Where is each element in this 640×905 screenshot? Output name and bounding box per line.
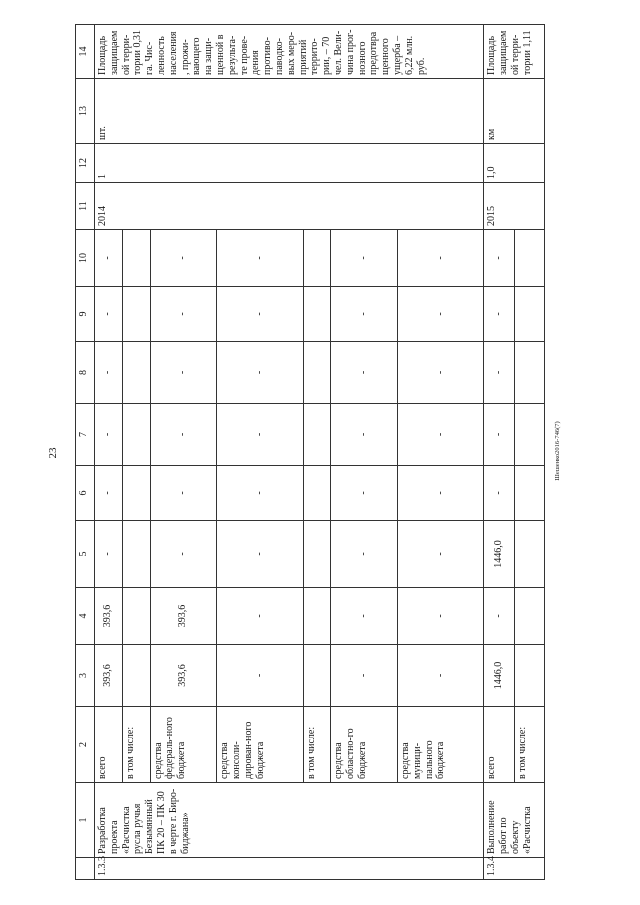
value-cell: [122, 588, 150, 645]
header-cell: 10: [76, 230, 95, 287]
value-cell: -: [331, 342, 398, 404]
value-cell: -: [217, 404, 303, 466]
value-cell: [122, 342, 150, 404]
value-cell: -: [217, 287, 303, 342]
header-cell: 12: [76, 144, 95, 183]
value-cell: -: [331, 404, 398, 466]
value-cell: -: [398, 588, 484, 645]
value-cell: [514, 342, 544, 404]
value-cell: -: [95, 404, 123, 466]
value-cell: -: [217, 588, 303, 645]
value-cell: [122, 466, 150, 521]
value-cell: -: [217, 521, 303, 588]
value-cell: [303, 466, 331, 521]
value-cell: -: [95, 230, 123, 287]
value-cell: -: [95, 287, 123, 342]
source-cell: всего: [95, 707, 123, 783]
value-cell: -: [217, 230, 303, 287]
unit-cell: км: [484, 79, 545, 144]
value-cell: 393,6: [150, 645, 217, 707]
value-cell: 1446,0: [484, 645, 514, 707]
value-cell: -: [331, 466, 398, 521]
value-cell: -: [95, 521, 123, 588]
value-cell: -: [484, 588, 514, 645]
value-cell: -: [398, 521, 484, 588]
value-cell: [122, 287, 150, 342]
header-cell: 4: [76, 588, 95, 645]
rotated-table-wrapper: [75, 25, 545, 880]
note-cell: Площадь защищаем ой терри-тории 1,11: [484, 25, 545, 79]
value-cell: [514, 466, 544, 521]
value-cell: -: [150, 342, 217, 404]
source-cell: средства областно-го бюджета: [331, 707, 398, 783]
value-cell: -: [217, 645, 303, 707]
value-cell: [514, 404, 544, 466]
qty-cell: 1,0: [484, 144, 545, 183]
value-cell: [514, 230, 544, 287]
value-cell: -: [398, 287, 484, 342]
note-cell: Площадь защищаем ой терри-тории 0,31 га. Чис-ленность населения , прожи-вающего на защи-щенной в результа-те прове-дения противо-паводко-вых меро-приятий террито-рии, – 70 чел. Вели-чина прог-нозного предотвра щенного ущерба – 6,22 млн. руб.: [95, 25, 484, 79]
value-cell: -: [150, 404, 217, 466]
value-cell: -: [484, 404, 514, 466]
header-cell: 6: [76, 466, 95, 521]
row-id: 1.3.4: [484, 858, 545, 880]
value-cell: [303, 342, 331, 404]
side-code: Шешенко2016-746(7): [554, 421, 561, 481]
value-cell: -: [398, 645, 484, 707]
year-cell: 2014: [95, 183, 484, 230]
source-cell: средства муници-пального бюджета: [398, 707, 484, 783]
header-cell: 14: [76, 25, 95, 79]
value-cell: -: [150, 521, 217, 588]
value-cell: -: [484, 466, 514, 521]
row-name: Разработка проекта «Расчистка русла ручья Безымянный ПК 20 – ПК 30 в черте г. Биро-биджана»: [95, 783, 484, 858]
value-cell: [122, 521, 150, 588]
value-cell: -: [217, 342, 303, 404]
value-cell: [303, 287, 331, 342]
value-cell: -: [217, 466, 303, 521]
header-cell: 2: [76, 707, 95, 783]
program-table: [75, 24, 545, 880]
value-cell: [303, 404, 331, 466]
row-name: Выполнение работ по объекту «Расчистка: [484, 783, 545, 858]
value-cell: -: [331, 230, 398, 287]
page-number: 23: [47, 447, 59, 459]
source-cell: средства консоли-дирован-ного бюджета: [217, 707, 303, 783]
value-cell: -: [398, 342, 484, 404]
value-cell: [122, 404, 150, 466]
value-cell: 393,6: [95, 588, 123, 645]
value-cell: -: [398, 404, 484, 466]
header-cell: 8: [76, 342, 95, 404]
value-cell: -: [484, 230, 514, 287]
value-cell: -: [331, 588, 398, 645]
value-cell: -: [484, 287, 514, 342]
unit-cell: шт.: [95, 79, 484, 144]
value-cell: [303, 588, 331, 645]
qty-cell: 1: [95, 144, 484, 183]
value-cell: [514, 588, 544, 645]
header-cell: 5: [76, 521, 95, 588]
value-cell: -: [150, 466, 217, 521]
year-cell: 2015: [484, 183, 545, 230]
header-cell: 1: [76, 783, 95, 858]
value-cell: -: [150, 230, 217, 287]
value-cell: [122, 230, 150, 287]
header-cell: 13: [76, 79, 95, 144]
header-cell: 11: [76, 183, 95, 230]
value-cell: -: [331, 521, 398, 588]
value-cell: 393,6: [95, 645, 123, 707]
value-cell: [303, 645, 331, 707]
table-row: [95, 25, 123, 880]
value-cell: 393,6: [150, 588, 217, 645]
value-cell: -: [484, 342, 514, 404]
header-cell: 3: [76, 645, 95, 707]
value-cell: -: [398, 466, 484, 521]
value-cell: [303, 230, 331, 287]
header-row: [76, 25, 95, 880]
value-cell: -: [331, 287, 398, 342]
value-cell: [514, 645, 544, 707]
header-cell-0: [76, 858, 95, 880]
row-id: 1.3.3: [95, 858, 484, 880]
header-cell: 7: [76, 404, 95, 466]
value-cell: [303, 521, 331, 588]
value-cell: [122, 645, 150, 707]
value-cell: -: [150, 287, 217, 342]
source-cell: в том числе:: [303, 707, 331, 783]
source-cell: в том числе:: [122, 707, 150, 783]
table-row: [484, 25, 514, 880]
value-cell: -: [95, 342, 123, 404]
source-cell: в том числе:: [514, 707, 544, 783]
value-cell: -: [398, 230, 484, 287]
source-cell: средства федераль-ного бюджета: [150, 707, 217, 783]
value-cell: -: [95, 466, 123, 521]
value-cell: -: [331, 645, 398, 707]
value-cell: 1446,0: [484, 521, 514, 588]
source-cell: всего: [484, 707, 514, 783]
header-cell: 9: [76, 287, 95, 342]
value-cell: [514, 287, 544, 342]
value-cell: [514, 521, 544, 588]
